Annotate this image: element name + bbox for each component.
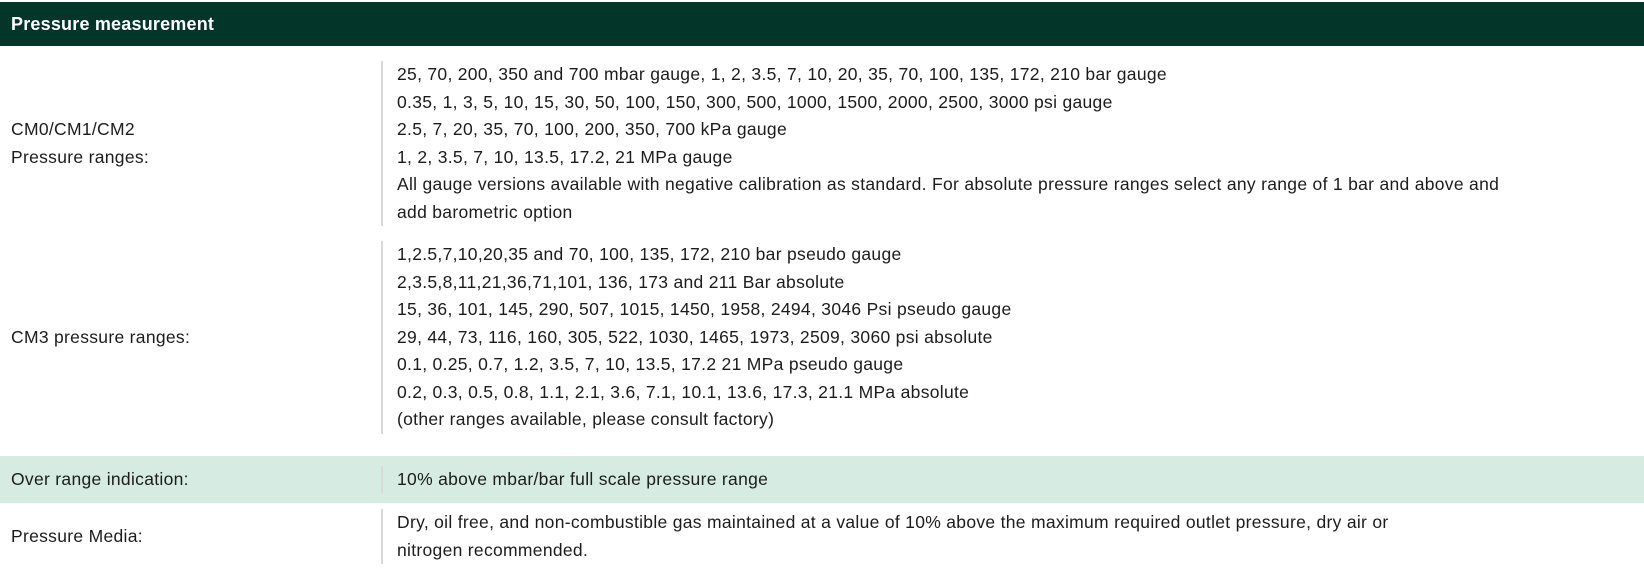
spec-value-line: All gauge versions available with negative calibration as standard. For absolute pressure ranges select any range of 1 bar and above and add barometric option [397,174,1500,222]
spec-value-line: 1,2.5,7,10,20,35 and 70, 100, 135, 172, 210 bar pseudo gauge [397,244,902,264]
spec-rows-container [0,46,1644,578]
spec-label-cell [0,61,381,226]
spec-row-over-range-indication [0,456,1644,504]
spec-label-line: Pressure Media: [11,525,143,546]
spec-label-line: Over range indication: [11,468,189,489]
spec-label-line: CM0/CM1/CM2 [11,119,135,139]
spec-value-cell [381,466,1644,494]
spec-value-cell [381,61,1644,226]
spec-value-cell [381,241,1644,434]
spec-value-line: 25, 70, 200, 350 and 700 mbar gauge, 1, 2, 3.5, 7, 10, 20, 35, 70, 100, 135, 172, 210 bar gauge [397,64,1167,84]
spec-value-line: 2.5, 7, 20, 35, 70, 100, 200, 350, 700 kPa gauge [397,119,787,139]
spec-row-cm3-pressure-ranges [0,236,1644,456]
spec-value-line: 0.1, 0.25, 0.7, 1.2, 3.5, 7, 10, 13.5, 17.2 21 MPa pseudo gauge [397,354,904,374]
spec-value-line: 10% above mbar/bar full scale pressure range [397,468,769,489]
spec-label-cell [0,509,381,564]
spec-value-cell [381,509,1644,564]
spec-value-line: (other ranges available, please consult factory) [397,409,775,429]
section-title: Pressure measurement [11,13,215,34]
spec-value-line: 1, 2, 3.5, 7, 10, 13.5, 17.2, 21 MPa gauge [397,146,733,167]
spec-value-line: Dry, oil free, and non-combustible gas maintained at a value of 10% above the maximum required outlet pressure, dry air or nitrogen recommended. [397,512,1389,560]
spec-label-cell [0,466,381,494]
spec-row-cm0-cm1-cm2-pressure-ranges [0,46,1644,236]
section-header-bar [0,2,1644,46]
spec-label-cell [0,241,381,434]
pressure-measurement-spec-table [0,2,1644,578]
spec-label-line: Pressure ranges: [11,146,150,167]
spec-row-pressure-media [0,503,1644,578]
spec-value-line: 0.2, 0.3, 0.5, 0.8, 1.1, 2.1, 3.6, 7.1, 10.1, 13.6, 17.3, 21.1 MPa absolute [397,381,970,402]
spec-value-line: 15, 36, 101, 145, 290, 507, 1015, 1450, 1958, 2494, 3046 Psi pseudo gauge [397,299,1012,319]
spec-value-line: 0.35, 1, 3, 5, 10, 15, 30, 50, 100, 150, 300, 500, 1000, 1500, 2000, 2500, 3000 psi gauge [397,91,1113,112]
spec-value-line: 2,3.5,8,11,21,36,71,101, 136, 173 and 211 Bar absolute [397,271,845,292]
spec-label-line: CM3 pressure ranges: [11,326,191,347]
spec-value-line: 29, 44, 73, 116, 160, 305, 522, 1030, 1465, 1973, 2509, 3060 psi absolute [397,326,993,347]
